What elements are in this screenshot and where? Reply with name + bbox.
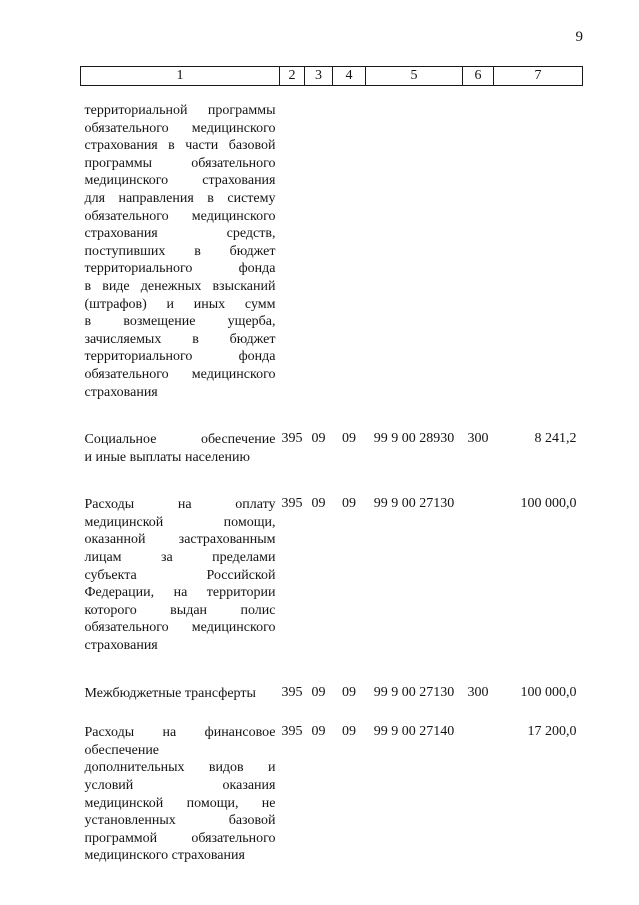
cell-c7: 100 000,0 — [520, 496, 577, 512]
cell-c5: 99 9 00 27130 — [373, 684, 455, 700]
description-line: обеспечение — [84, 742, 160, 758]
description-line: страхования — [84, 638, 158, 654]
table-row — [81, 86, 583, 402]
page-number: 9 — [575, 29, 583, 45]
description-line: в виде денежных взысканий — [84, 278, 276, 294]
description-line: поступивших в бюджет — [84, 243, 276, 259]
cell-c4: 09 — [342, 496, 356, 512]
description-line: страхования в части базовой — [84, 138, 276, 154]
cell-c7: 17 200,0 — [527, 724, 577, 740]
description-line: для направления в систему — [84, 190, 276, 206]
cell-c2 — [280, 86, 305, 402]
table-row — [81, 401, 583, 466]
description-line: обязательного медицинского — [84, 120, 276, 136]
header-col-7: 7 — [494, 67, 583, 86]
row-description — [81, 655, 280, 703]
cell-c7 — [494, 86, 583, 402]
header-col-3: 3 — [305, 67, 333, 86]
description-line: лицам за пределами — [84, 550, 276, 566]
cell-c5: 99 9 00 28930 — [373, 431, 455, 447]
cell-c4 — [333, 86, 366, 402]
cell-c5: 99 9 00 27140 — [373, 724, 455, 740]
description-line: обязательного медицинского — [84, 366, 276, 382]
cell-c2: 395 — [281, 724, 303, 740]
description-line: (штрафов) и иных сумм — [84, 296, 276, 312]
cell-c5: 99 9 00 27130 — [373, 496, 455, 512]
cell-c3: 09 — [311, 724, 326, 740]
cell-c4: 09 — [342, 431, 356, 447]
description-line: установленных базовой — [84, 813, 276, 829]
description-line: территориального фонда — [84, 349, 276, 365]
description-line: в возмещение ущерба, — [84, 314, 276, 330]
row-description — [81, 466, 280, 654]
description-line: условий оказания — [84, 778, 276, 793]
description-line: страхования средств, — [84, 226, 276, 242]
description-line: которого выдан полис — [84, 602, 276, 618]
cell-c3: 09 — [311, 684, 326, 700]
header-col-2: 2 — [280, 67, 305, 86]
description-line: дополнительных видов и — [84, 760, 276, 776]
description-line: обязательного медицинского — [84, 620, 276, 636]
cell-c4: 09 — [342, 724, 356, 740]
table-row — [81, 466, 583, 654]
cell-c7: 100 000,0 — [520, 684, 577, 700]
description-line: территориальной программы — [84, 103, 276, 118]
description-line: Расходы на финансовое — [84, 725, 276, 741]
cell-c2: 395 — [281, 496, 303, 512]
description-line: и иные выплаты населению — [84, 449, 250, 465]
cell-c3: 09 — [311, 431, 326, 447]
header-col-6: 6 — [463, 67, 494, 86]
description-line: оказанной застрахованным — [84, 532, 276, 548]
description-line: медицинской помощи, — [84, 514, 276, 530]
description-line: программой обязательного — [84, 830, 276, 846]
row-description — [81, 86, 280, 402]
cell-c3 — [305, 86, 333, 402]
header-col-5: 5 — [366, 67, 463, 86]
cell-c5 — [366, 86, 463, 402]
table-header-row — [81, 67, 583, 86]
cell-c2: 395 — [281, 684, 303, 700]
cell-c6 — [463, 466, 494, 654]
description-line: Федерации, на территории — [84, 585, 276, 601]
description-line: территориального фонда — [84, 261, 276, 277]
cell-c6: 300 — [467, 684, 489, 700]
header-col-4: 4 — [333, 67, 366, 86]
table-row — [81, 702, 583, 865]
description-line: зачисляемых в бюджет — [84, 331, 276, 347]
cell-c3: 09 — [311, 496, 326, 512]
description-line: медицинского страхования — [84, 848, 245, 864]
budget-table — [80, 66, 583, 865]
description-line: Расходы на оплату — [84, 497, 276, 513]
description-line: субъекта Российской — [84, 567, 276, 583]
description-line: Социальное обеспечение — [84, 432, 276, 448]
description-line: медицинского страхования — [84, 173, 276, 189]
cell-c6: 300 — [467, 431, 489, 447]
row-description — [81, 401, 280, 466]
cell-c6 — [463, 86, 494, 402]
description-line: медицинской помощи, не — [84, 795, 276, 811]
cell-c4: 09 — [342, 684, 356, 700]
table-row — [81, 655, 583, 703]
cell-c2: 395 — [281, 431, 303, 447]
header-col-1: 1 — [81, 67, 280, 86]
description-line: программы обязательного — [84, 155, 276, 171]
description-line: страхования — [84, 384, 158, 400]
row-description — [81, 702, 280, 865]
description-line: обязательного медицинского — [84, 208, 276, 224]
cell-c7: 8 241,2 — [534, 431, 577, 447]
cell-c6 — [463, 702, 494, 865]
description-line: Межбюджетные трансферты — [84, 685, 256, 701]
